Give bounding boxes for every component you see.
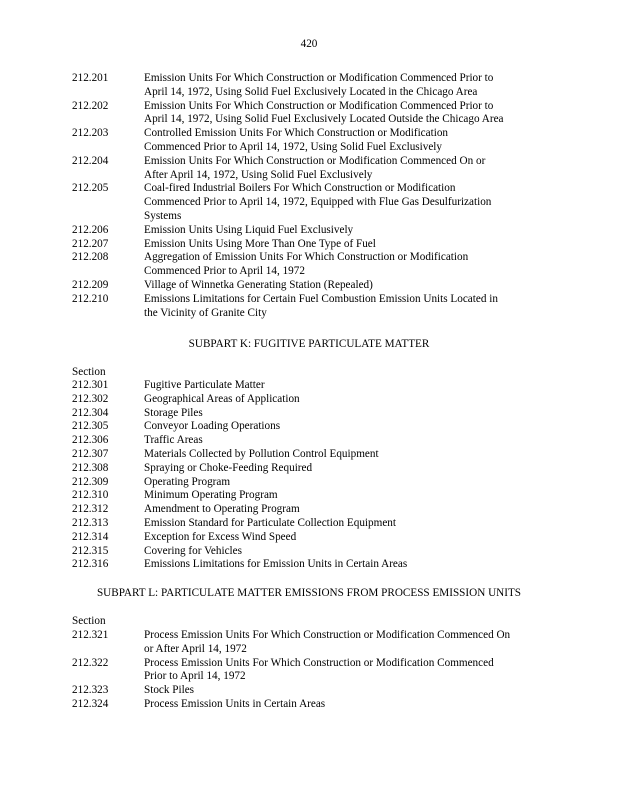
section-number: 212.306 (72, 434, 109, 447)
section-number: 212.205 (72, 182, 109, 195)
section-title (144, 503, 542, 517)
section-title-line: Emission Units For Which Construction or Modification Commenced Prior to (144, 72, 494, 84)
section-number: 212.314 (72, 530, 109, 543)
section-number: 212.323 (72, 684, 109, 697)
section-title-line: Traffic Areas (144, 434, 203, 447)
section-entry (72, 558, 542, 572)
section-title-line: Emission Units For Which Construction or Modification Commenced On or (144, 154, 486, 167)
section-entry (72, 657, 542, 685)
section-title (144, 127, 542, 155)
section-number: 212.313 (72, 516, 109, 529)
section-title-line: Process Emission Units For Which Construction or Modification Commenced (144, 656, 494, 669)
section-title-line: Emissions Limitations for Emission Units in Certain Areas (144, 558, 408, 571)
section-entry (72, 503, 542, 517)
section-number: 212.204 (72, 154, 109, 167)
section-title-line: Covering for Vehicles (144, 544, 242, 557)
section-title-line: Conveyor Loading Operations (144, 420, 281, 433)
section-title-line: Materials Collected by Pollution Control Equipment (144, 447, 379, 460)
section-entry (72, 629, 542, 657)
section-title (144, 517, 542, 531)
section-title (144, 476, 542, 490)
section-title (144, 224, 542, 238)
section-entry (72, 182, 542, 223)
section-title-line: Prior to April 14, 1972 (144, 670, 246, 683)
subpart-k-section-label: Section (72, 366, 106, 378)
section-number: 212.206 (72, 223, 109, 236)
section-title (144, 155, 542, 183)
section-entry (72, 72, 542, 100)
section-title-line: Geographical Areas of Application (144, 392, 300, 405)
section-entry (72, 155, 542, 183)
section-title (144, 434, 542, 448)
section-title-line: Operating Program (144, 475, 231, 488)
section-entry (72, 448, 542, 462)
section-title (144, 462, 542, 476)
subpart-l-heading: SUBPART L: PARTICULATE MATTER EMISSIONS FROM PROCESS EMISSION UNITS (96, 587, 522, 599)
section-title (144, 238, 542, 252)
section-entry (72, 238, 542, 252)
section-number: 212.301 (72, 379, 109, 391)
section-number: 212.322 (72, 656, 109, 669)
section-title (144, 251, 542, 279)
section-title-line: Emission Units Using More Than One Type of Fuel (144, 237, 376, 250)
section-title-line: Emission Units Using Liquid Fuel Exclusively (144, 223, 354, 236)
section-number: 212.302 (72, 392, 109, 405)
section-title-line: Village of Winnetka Generating Station (Repealed) (144, 278, 373, 291)
section-entry (72, 545, 542, 559)
section-title-line: the Vicinity of Granite City (144, 306, 267, 319)
section-title-line: April 14, 1972, Using Solid Fuel Exclusively Located Outside the Chicago Area (144, 113, 504, 126)
section-title-line: Emissions Limitations for Certain Fuel Combustion Emission Units Located in (144, 292, 498, 305)
section-title-line: Amendment to Operating Program (144, 503, 300, 516)
section-number: 212.310 (72, 489, 109, 502)
section-title (144, 293, 542, 321)
subpart-j-section-list (72, 72, 542, 320)
section-title-line: Aggregation of Emission Units For Which Construction or Modification (144, 251, 469, 264)
section-entry (72, 100, 542, 128)
section-number: 212.305 (72, 420, 109, 433)
section-number: 212.309 (72, 475, 109, 488)
section-number: 212.210 (72, 292, 109, 305)
section-title (144, 379, 542, 393)
section-entry (72, 698, 542, 712)
section-title (144, 657, 542, 685)
section-title (144, 182, 542, 223)
section-number: 212.202 (72, 99, 109, 112)
section-title (144, 629, 542, 657)
subpart-k-heading: SUBPART K: FUGITIVE PARTICULATE MATTER (188, 338, 430, 350)
section-number: 212.321 (72, 629, 109, 641)
section-title-line: Spraying or Choke-Feeding Required (144, 461, 313, 474)
section-title-line: Emission Units For Which Construction or Modification Commenced Prior to (144, 99, 494, 112)
section-title-line: Emission Standard for Particulate Collection Equipment (144, 516, 396, 529)
section-title-line: Exception for Excess Wind Speed (144, 530, 297, 543)
section-title-line: After April 14, 1972, Using Solid Fuel Exclusively (144, 168, 373, 181)
section-title-line: Commenced Prior to April 14, 1972, Using Solid Fuel Exclusively (144, 140, 443, 153)
section-title-line: Controlled Emission Units For Which Construction or Modification (144, 127, 449, 140)
section-title-line: Commenced Prior to April 14, 1972 (144, 265, 305, 278)
section-entry (72, 251, 542, 279)
section-number: 212.324 (72, 697, 109, 710)
section-entry (72, 462, 542, 476)
section-title (144, 684, 542, 698)
subpart-k-section-list (72, 379, 542, 572)
section-entry (72, 127, 542, 155)
section-number: 212.316 (72, 558, 109, 571)
page-number: 420 (300, 38, 318, 50)
section-entry (72, 393, 542, 407)
subpart-l-section-list (72, 629, 542, 712)
section-number: 212.201 (72, 72, 109, 84)
section-entry (72, 379, 542, 393)
section-entry (72, 476, 542, 490)
section-number: 212.209 (72, 278, 109, 291)
section-entry (72, 517, 542, 531)
section-title (144, 545, 542, 559)
section-title (144, 531, 542, 545)
section-number: 212.312 (72, 503, 109, 516)
section-entry (72, 489, 542, 503)
section-title (144, 698, 542, 712)
section-title (144, 393, 542, 407)
section-title (144, 72, 542, 100)
section-entry (72, 293, 542, 321)
section-entry (72, 420, 542, 434)
section-title-line: Coal-fired Industrial Boilers For Which Construction or Modification (144, 182, 456, 195)
section-title-line: April 14, 1972, Using Solid Fuel Exclusively Located in the Chicago Area (144, 85, 478, 98)
section-number: 212.315 (72, 544, 109, 557)
section-entry (72, 684, 542, 698)
section-number: 212.307 (72, 447, 109, 460)
section-title (144, 100, 542, 128)
section-title (144, 489, 542, 503)
section-title-line: Systems (144, 209, 182, 222)
section-number: 212.308 (72, 461, 109, 474)
section-title-line: or After April 14, 1972 (144, 642, 247, 655)
section-title-line: Storage Piles (144, 406, 203, 419)
section-entry (72, 279, 542, 293)
section-number: 212.207 (72, 237, 109, 250)
section-title (144, 279, 542, 293)
section-title-line: Fugitive Particulate Matter (144, 379, 265, 391)
section-title (144, 420, 542, 434)
section-title-line: Commenced Prior to April 14, 1972, Equipped with Flue Gas Desulfurization (144, 196, 492, 209)
section-title (144, 407, 542, 421)
section-entry (72, 407, 542, 421)
section-number: 212.203 (72, 127, 109, 140)
section-entry (72, 224, 542, 238)
section-title-line: Process Emission Units in Certain Areas (144, 697, 326, 710)
section-title-line: Minimum Operating Program (144, 489, 278, 502)
section-title (144, 448, 542, 462)
section-entry (72, 434, 542, 448)
section-number: 212.304 (72, 406, 109, 419)
section-title-line: Stock Piles (144, 684, 195, 697)
section-entry (72, 531, 542, 545)
section-number: 212.208 (72, 251, 109, 264)
section-title-line: Process Emission Units For Which Construction or Modification Commenced On (144, 629, 511, 641)
section-title (144, 558, 542, 572)
subpart-l-section-label: Section (72, 615, 106, 627)
